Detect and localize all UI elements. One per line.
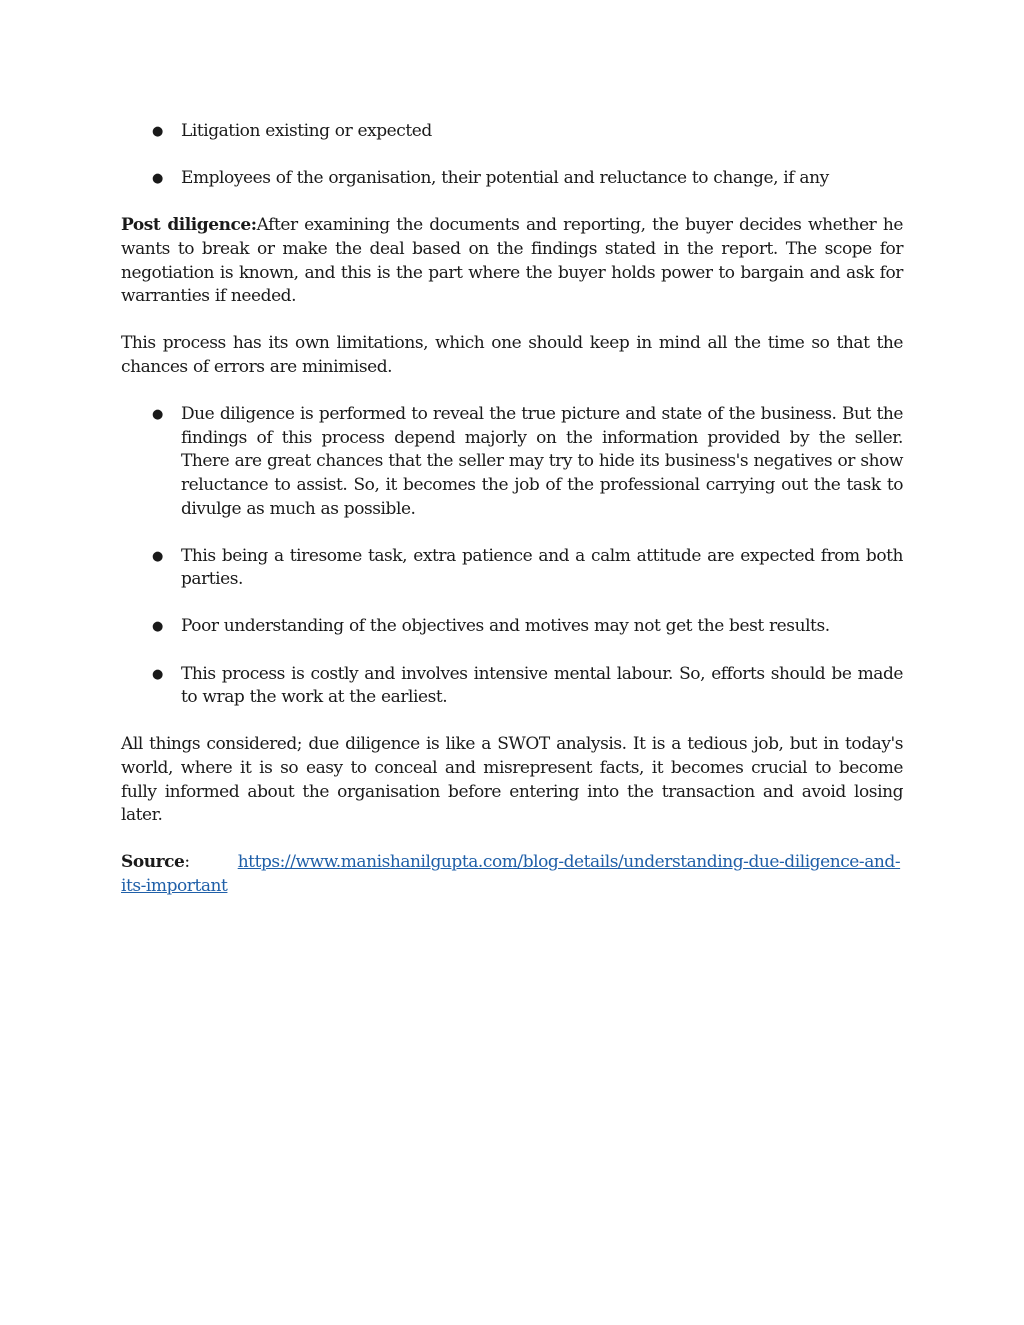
post-diligence-text: After examining the documents and reporting, the buyer decides whether he wants to break or make the deal based on the findings stated in the report. The scope for negotiation is known, and this is the part where the buyer holds power to bargain and ask for warranties if needed. (121, 215, 903, 307)
bullet-text: This being a tiresome task, extra patience and a calm attitude are expected from both parties. (181, 545, 903, 590)
list-item (121, 545, 903, 592)
limitations-intro-paragraph: This process has its own limitations, which one should keep in mind all the time so that the chances of errors are minimised. (121, 333, 903, 377)
source-line (121, 851, 903, 898)
bullet-icon: ● (152, 171, 163, 187)
source-label: Source (121, 852, 185, 873)
bullet-icon: ● (152, 124, 163, 139)
source-colon: : (184, 852, 190, 873)
post-diligence-label: Post diligence: (121, 215, 257, 236)
source-link[interactable]: https://www.manishanilgupta.com/blog-details/understanding-due-diligence-and-its-important (121, 852, 901, 896)
list-item (121, 403, 903, 521)
bullet-text: This process is costly and involves intensive mental labour. So, efforts should be made to wrap the work at the earliest. (181, 663, 903, 708)
limitations-bullet-list (121, 403, 903, 710)
conclusion-paragraph: All things considered; due diligence is like a SWOT analysis. It is a tedious job, but in today's world, where it is so easy to conceal and misrepresent facts, it becomes crucial to become fully informed about the organisation before entering into the transaction and avoid losing later. (121, 734, 903, 826)
bullet-text: Employees of the organisation, their potential and reluctance to change, if any (181, 168, 829, 189)
bullet-icon: ● (152, 619, 163, 635)
bullet-icon: ● (152, 666, 163, 682)
top-bullet-list (121, 120, 903, 191)
list-item (121, 167, 903, 191)
list-item (121, 663, 903, 710)
list-item (121, 120, 903, 144)
post-diligence-paragraph (121, 214, 903, 308)
bullet-icon: ● (152, 548, 163, 564)
bullet-text: Poor understanding of the objectives and motives may not get the best results. (181, 616, 830, 637)
bullet-text: Due diligence is performed to reveal the true picture and state of the business. But the findings of this process depend majorly on the information provided by the seller. There are great chances that the seller may try to hide its business's negatives or show reluctance to assist. So, it becomes the job of the professional carrying out the task to divulge as much as possible. (181, 404, 903, 519)
list-item (121, 615, 903, 639)
bullet-icon: ● (152, 407, 163, 423)
document-page (121, 120, 903, 899)
bullet-text: Litigation existing or expected (181, 121, 432, 141)
